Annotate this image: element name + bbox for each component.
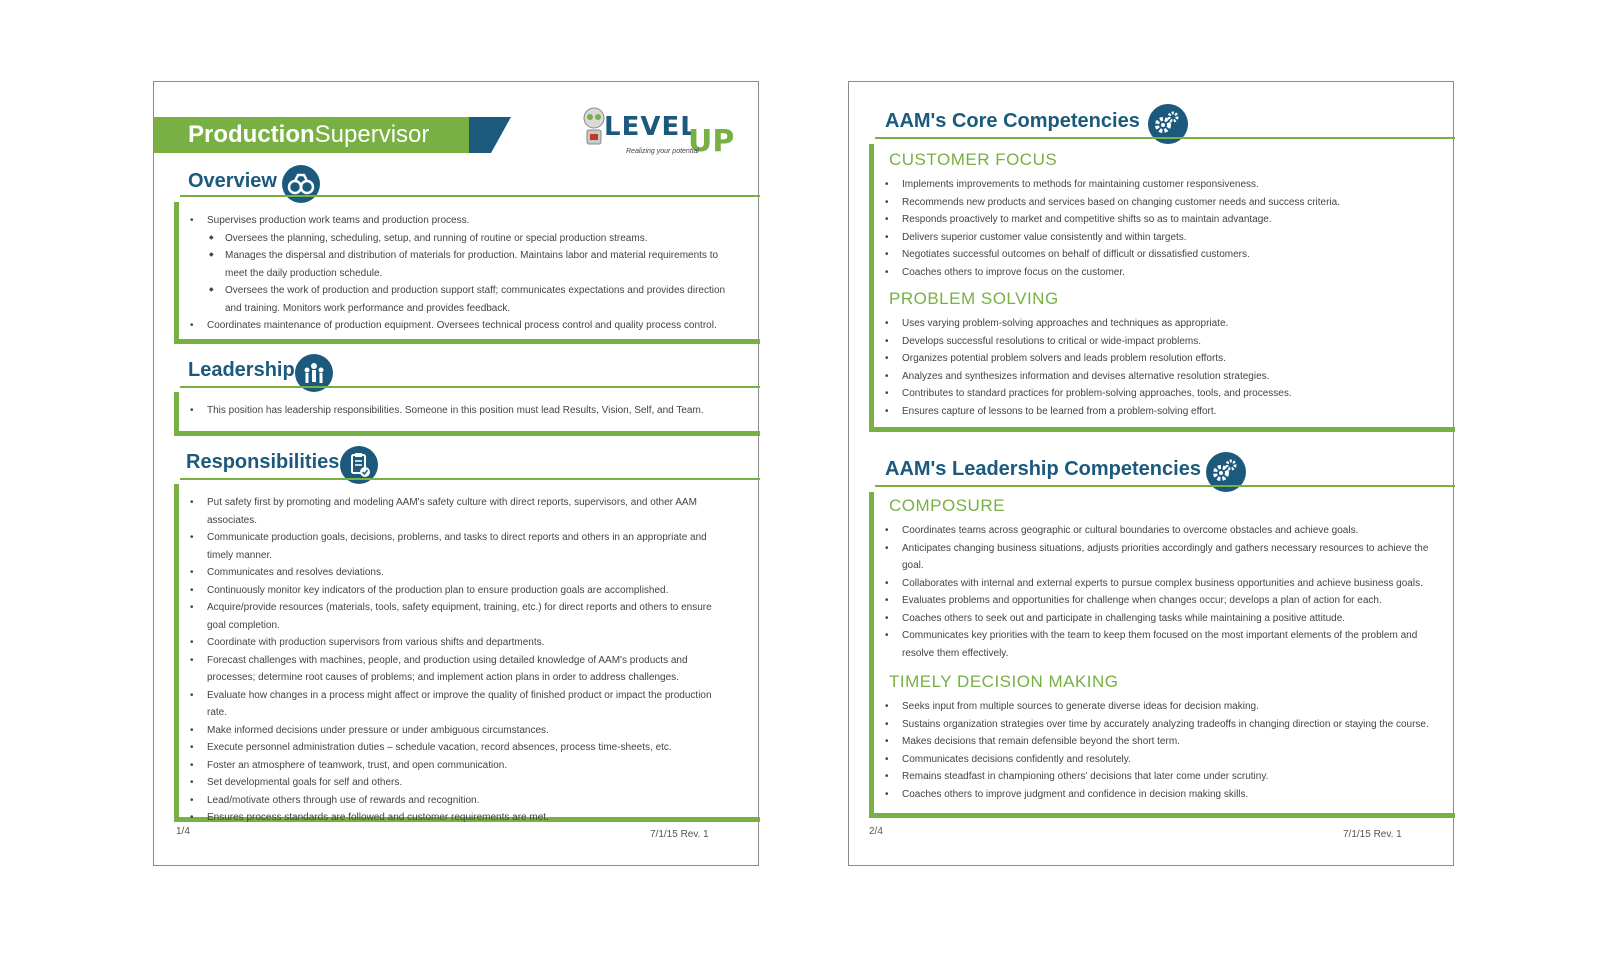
list-item: • Coaches others to improve judgment and confidence in decision making skills. — [882, 786, 1442, 804]
list-item: • Lead/motivate others through use of rewards and recognition. — [187, 792, 732, 810]
composure-list — [882, 522, 1442, 662]
list-item: • Evaluate how changes in a process might affect or improve the quality of finished product or impact the production rate. — [187, 687, 732, 722]
robot-mascot-icon — [582, 106, 606, 150]
list-item: • Remains steadfast in championing others' decisions that later come under scrutiny. — [882, 768, 1442, 786]
list-item: • Communicates key priorities with the team to keep them focused on the most important elements of the problem and resolve them effectively. — [882, 627, 1442, 662]
list-item: • Delivers superior customer value consistently and within targets. — [882, 229, 1442, 247]
list-item: • Put safety first by promoting and modeling AAM's safety culture with direct reports, supervisors, and other AAM associates. — [187, 494, 732, 529]
list-item: • Execute personnel administration duties – schedule vacation, record absences, process time-sheets, etc. — [187, 739, 732, 757]
leadership-section — [174, 392, 760, 436]
core-competencies-heading: AAM's Core Competencies — [885, 110, 1140, 132]
timely-decision-making-title: TIMELY DECISION MAKING — [889, 672, 1119, 691]
list-item: • Sustains organization strategies over time by accurately analyzing tradeoffs in changing direction or staying the course. — [882, 716, 1442, 734]
overview-rule — [180, 195, 760, 197]
list-item: • This position has leadership responsibilities. Someone in this position must lead Results, Vision, Self, and Team. — [187, 402, 732, 420]
list-item: • Continuously monitor key indicators of the production plan to ensure production goals are accomplished. — [187, 582, 732, 600]
list-item: • Coaches others to seek out and participate in challenging tasks while maintaining a positive attitude. — [882, 610, 1442, 628]
list-item: • Ensures capture of lessons to be learned from a problem-solving effort. — [882, 403, 1442, 421]
list-item: • Communicates decisions confidently and resolutely. — [882, 751, 1442, 769]
problem-solving-title: PROBLEM SOLVING — [889, 289, 1059, 308]
list-item: • Implements improvements to methods for maintaining customer responsiveness. — [882, 176, 1442, 194]
list-item: • Collaborates with internal and external experts to pursue complex business opportunities and achieve business goals. — [882, 575, 1442, 593]
list-item: • Set developmental goals for self and others. — [187, 774, 732, 792]
customer-focus-title: CUSTOMER FOCUS — [889, 150, 1058, 169]
responsibilities-section — [174, 484, 760, 822]
list-item: • Supervises production work teams and production process. — [187, 212, 732, 230]
revision-date: 7/1/15 Rev. 1 — [1343, 829, 1402, 840]
level-up-logo: LEVEL UP Realizing your potential — [582, 104, 734, 164]
leadership-list — [187, 402, 732, 420]
list-item: • Uses varying problem-solving approaches and techniques as appropriate. — [882, 315, 1442, 333]
leadership-competencies-heading: AAM's Leadership Competencies — [885, 458, 1201, 480]
list-item: • Forecast challenges with machines, people, and production using detailed knowledge of AAM's products and processes; determine root causes of problems; and implement action plans in order to address challenges. — [187, 652, 732, 687]
document-page-2 — [848, 81, 1454, 866]
list-item: • Evaluates problems and opportunities for challenge when changes occur; develops a plan of action for each. — [882, 592, 1442, 610]
list-item: • Responds proactively to market and competitive shifts so as to maintain advantage. — [882, 211, 1442, 229]
list-item: • Recommends new products and services based on changing customer needs and success criteria. — [882, 194, 1442, 212]
responsibilities-rule — [180, 478, 760, 480]
list-item: • Organizes potential problem solvers and leads problem resolution efforts. — [882, 350, 1442, 368]
leadership-rule — [180, 386, 760, 388]
responsibilities-list — [187, 494, 732, 827]
list-item: • Negotiates successful outcomes on behalf of difficult or dissatisfied customers. — [882, 246, 1442, 264]
title-band — [154, 117, 491, 153]
list-item: • Develops successful resolutions to critical or wide-impact problems. — [882, 333, 1442, 351]
composure-title: COMPOSURE — [889, 496, 1005, 515]
list-item: • Seeks input from multiple sources to generate diverse ideas for decision making. — [882, 698, 1442, 716]
leadership-competencies-section — [869, 492, 1455, 818]
list-item: ◆ Oversees the planning, scheduling, setup, and running of routine or special production streams. — [187, 230, 732, 248]
binoculars-icon — [282, 165, 320, 203]
leadership-comp-rule — [875, 485, 1455, 487]
page-title: ProductionSupervisor — [188, 121, 430, 148]
list-item: • Make informed decisions under pressure or under ambiguous circumstances. — [187, 722, 732, 740]
overview-heading: Overview — [188, 170, 277, 192]
list-item: • Makes decisions that remain defensible beyond the short term. — [882, 733, 1442, 751]
page-number: 1/4 — [176, 826, 190, 837]
responsibilities-heading: Responsibilities — [186, 451, 340, 473]
overview-section — [174, 202, 760, 344]
list-item: • Anticipates changing business situations, adjusts priorities accordingly and gathers necessary resources to achieve the goal. — [882, 540, 1442, 575]
list-item: • Communicates and resolves deviations. — [187, 564, 732, 582]
core-competencies-section — [869, 144, 1455, 432]
list-item: ◆ Oversees the work of production and production support staff; communicates expectations and provides direction and training. Monitors work performance and provides feedback. — [187, 282, 732, 317]
list-item: ◆ Manages the dispersal and distribution of materials for production. Maintains labor and material requirements to meet the daily production schedule. — [187, 247, 732, 282]
list-item: • Communicate production goals, decisions, problems, and tasks to direct reports and others in an appropriate and timely manner. — [187, 529, 732, 564]
problem-solving-list — [882, 315, 1442, 420]
core-rule — [875, 137, 1455, 139]
list-item: • Contributes to standard practices for problem-solving approaches, tools, and processes. — [882, 385, 1442, 403]
list-item: • Coaches others to improve focus on the customer. — [882, 264, 1442, 282]
document-page-1 — [153, 81, 759, 866]
overview-list — [187, 212, 732, 335]
timely-decision-making-list — [882, 698, 1442, 803]
list-item: • Acquire/provide resources (materials, tools, safety equipment, training, etc.) for direct reports and others to ensure goal completion. — [187, 599, 732, 634]
customer-focus-list — [882, 176, 1442, 281]
page-number: 2/4 — [869, 826, 883, 837]
list-item: • Foster an atmosphere of teamwork, trust, and open communication. — [187, 757, 732, 775]
list-item: • Coordinates maintenance of production equipment. Oversees technical process control and quality process control. — [187, 317, 732, 335]
list-item: • Coordinate with production supervisors from various shifts and departments. — [187, 634, 732, 652]
list-item: • Ensures process standards are followed and customer requirements are met. — [187, 809, 732, 827]
list-item: • Analyzes and synthesizes information and devises alternative resolution strategies. — [882, 368, 1442, 386]
list-item: • Coordinates teams across geographic or cultural boundaries to overcome obstacles and achieve goals. — [882, 522, 1442, 540]
revision-date: 7/1/15 Rev. 1 — [650, 829, 709, 840]
leadership-heading: Leadership — [188, 359, 295, 381]
